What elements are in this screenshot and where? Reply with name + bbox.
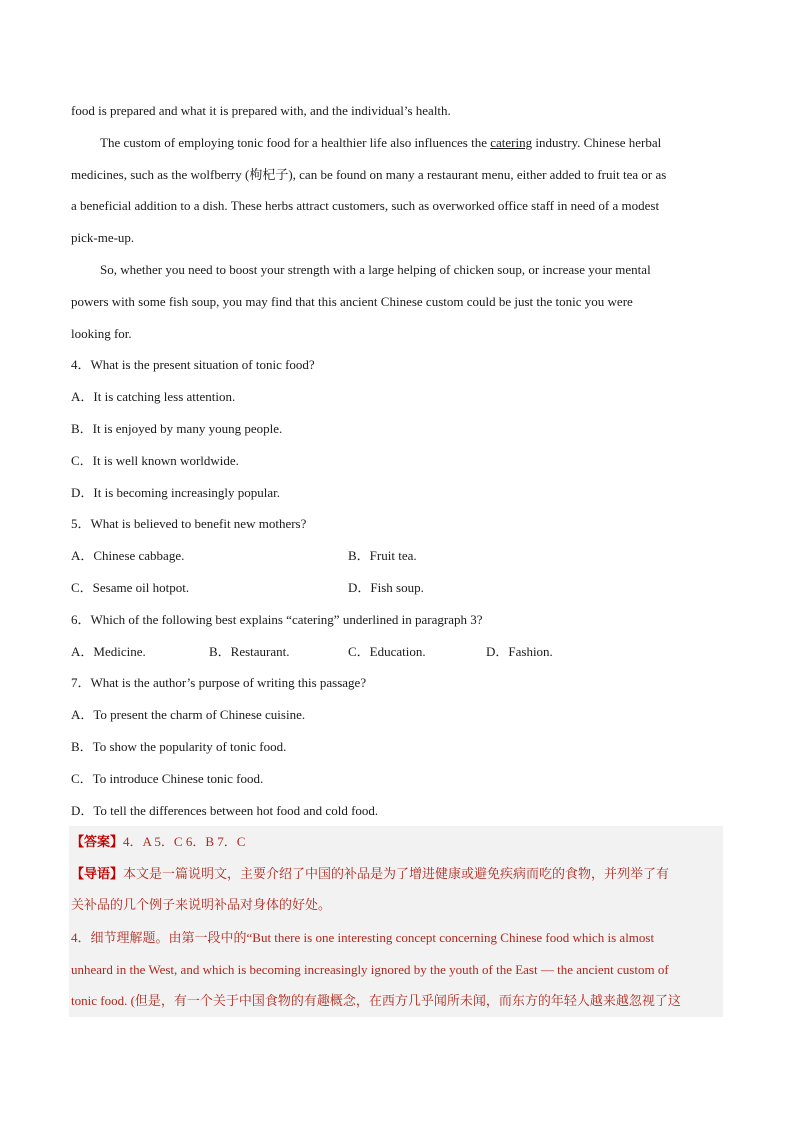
- guide-text: 本文是一篇说明文，主要介绍了中国的补品是为了增进健康或避免疾病而吃的食物，并列举了有: [123, 867, 670, 883]
- question-option: D．Fish soup.: [348, 579, 424, 595]
- passage-text: industry. Chinese herbal: [532, 134, 662, 150]
- passage-text: The custom of employing tonic food for a healthier life also influences the: [100, 134, 491, 150]
- question-option: B．Fruit tea.: [348, 548, 417, 564]
- question-stem: 4．What is the present situation of tonic food?: [71, 357, 315, 373]
- guide-text: 关补品的几个例子来说明补品对身体的好处。: [71, 897, 332, 913]
- question-stem: 5．What is believed to benefit new mothers?: [71, 516, 307, 532]
- question-option-row: [71, 636, 723, 668]
- question-option: D．It is becoming increasingly popular.: [71, 484, 281, 500]
- question-option: A．Medicine.: [71, 643, 146, 659]
- passage-paragraph-3-line: [71, 127, 723, 159]
- question-option-row: [71, 572, 723, 604]
- question-option: A．Chinese cabbage.: [71, 548, 185, 564]
- question-option: D．To tell the differences between hot food and cold food.: [71, 802, 379, 818]
- underlined-word-catering: catering: [490, 134, 533, 150]
- guide-line: [71, 858, 723, 890]
- question-option: A．It is catching less attention.: [71, 389, 236, 405]
- question-option: C．It is well known worldwide.: [71, 452, 239, 468]
- answer-line: [71, 826, 723, 858]
- question-option: C．Education.: [348, 643, 426, 659]
- answer-key: 4．A 5．C 6．B 7．C: [123, 834, 246, 850]
- passage-line: looking for.: [71, 325, 132, 341]
- answer-section: [69, 826, 723, 1017]
- document-page: [71, 95, 723, 1017]
- answer-tag: 【答案】: [71, 835, 124, 851]
- question-option: B．Restaurant.: [209, 643, 290, 659]
- question-stem: 7．What is the author’s purpose of writing this passage?: [71, 675, 367, 691]
- passage-line: pick-me-up.: [71, 230, 135, 246]
- guide-tag: 【导语】: [71, 867, 124, 883]
- explanation-line: tonic food. (但是，有一个关于中国食物的有趣概念，在西方几乎闻所未闻，而东方的年轻人越来越忽视了这: [71, 993, 681, 1009]
- question-stem: 6．Which of the following best explains “catering” underlined in paragraph 3?: [71, 611, 483, 627]
- question-option: D．Fashion.: [486, 643, 553, 659]
- passage-line: powers with some fish soup, you may find that this ancient Chinese custom could be just the tonic you were: [71, 293, 633, 309]
- passage-line: food is prepared and what it is prepared with, and the individual’s health.: [71, 103, 451, 118]
- question-option: A．To present the charm of Chinese cuisine.: [71, 707, 306, 723]
- question-option-row: [71, 540, 723, 572]
- explanation-line: 4．细节理解题。由第一段中的“But there is one interesting concept concerning Chinese food which is almost: [71, 929, 655, 945]
- question-option: B．To show the popularity of tonic food.: [71, 738, 287, 754]
- question-option: C．To introduce Chinese tonic food.: [71, 770, 264, 786]
- passage-paragraph-4-line: So, whether you need to boost your strength with a large helping of chicken soup, or increase your mental: [100, 261, 651, 277]
- passage-line: medicines, such as the wolfberry (枸杞子), can be found on many a restaurant menu, either added to fruit tea or as: [71, 166, 667, 182]
- question-option: B．It is enjoyed by many young people.: [71, 420, 283, 436]
- passage-line: a beneficial addition to a dish. These herbs attract customers, such as overworked office staff in need of a modest: [71, 198, 660, 214]
- explanation-line: unheard in the West, and which is becoming increasingly ignored by the youth of the East — the ancient custom of: [71, 961, 669, 977]
- question-option: C．Sesame oil hotpot.: [71, 579, 190, 595]
